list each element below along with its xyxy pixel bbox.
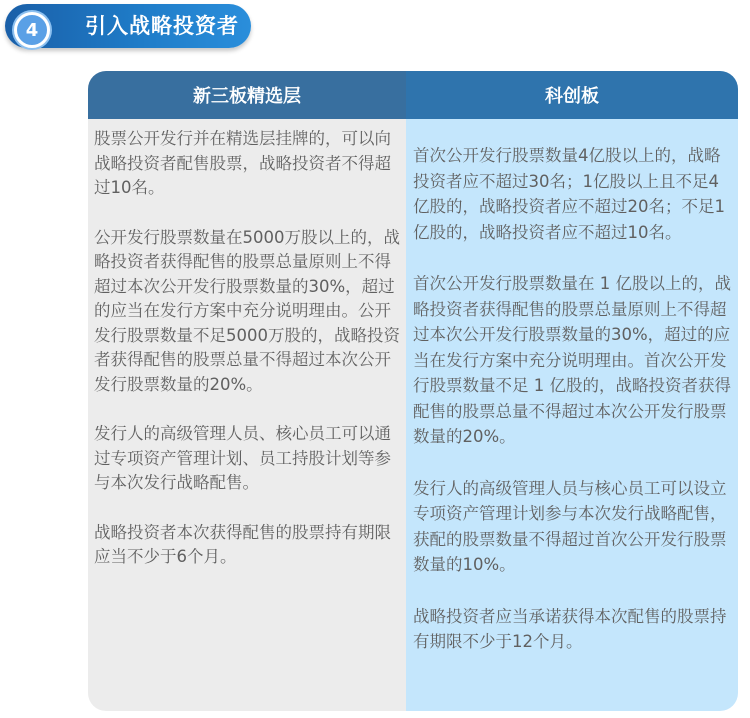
paragraph: 战略投资者本次获得配售的股票持有期限应当不少于6个月。 (94, 522, 391, 566)
comparison-table (88, 71, 738, 711)
section-title-bar (5, 4, 251, 48)
paragraph: 首次公开发行股票数量在 1 亿股以上的，战略投资者获得配售的股票总量原则上不得超过本次公开发行股票数量的30%，超过的应当在发行方案中充分说明理由。首次公开发行股票数量不足 1 亿股的，战略投资者获得配售的股票总量不得超过本次公开发行股票数量的20%。 (413, 274, 731, 446)
paragraph: 股票公开发行并在精选层挂牌的，可以向战略投资者配售股票，战略投资者不得超过10名。 (94, 129, 391, 197)
paragraph: 公开发行股票数量在5000万股以上的，战略投资者获得配售的股票总量原则上不得超过本次公开发行股票数量的30%，超过的应当在发行方案中充分说明理由。公开发行股票数量不足5000万股的，战略投资者获得配售的股票总量不得超过本次公开发行股票数量的20%。 (94, 227, 400, 394)
paragraph: 战略投资者应当承诺获得本次配售的股票持有期限不少于12个月。 (413, 606, 727, 651)
column-body-neeq-select (94, 127, 400, 595)
section-number-badge: 4 (14, 12, 50, 48)
column-star-market (406, 71, 738, 711)
column-neeq-select (88, 71, 406, 711)
paragraph: 发行人的高级管理人员与核心员工可以设立专项资产管理计划参与本次发行战略配售，获配的股票数量不得超过首次公开发行股票数量的10%。 (413, 478, 727, 574)
paragraph: 发行人的高级管理人员、核心员工可以通过专项资产管理计划、员工持股计划等参与本次发行战略配售。 (94, 424, 391, 492)
section-title: 引入战略投资者 (85, 14, 239, 38)
column-header-star-market: 科创板 (406, 71, 738, 119)
column-header-neeq-select: 新三板精选层 (88, 71, 406, 119)
column-body-star-market (413, 143, 732, 681)
paragraph: 首次公开发行股票数量4亿股以上的，战略投资者应不超过30名；1亿股以上且不足4亿股的，战略投资者应不超过20名；不足1亿股的，战略投资者应不超过10名。 (413, 146, 725, 242)
